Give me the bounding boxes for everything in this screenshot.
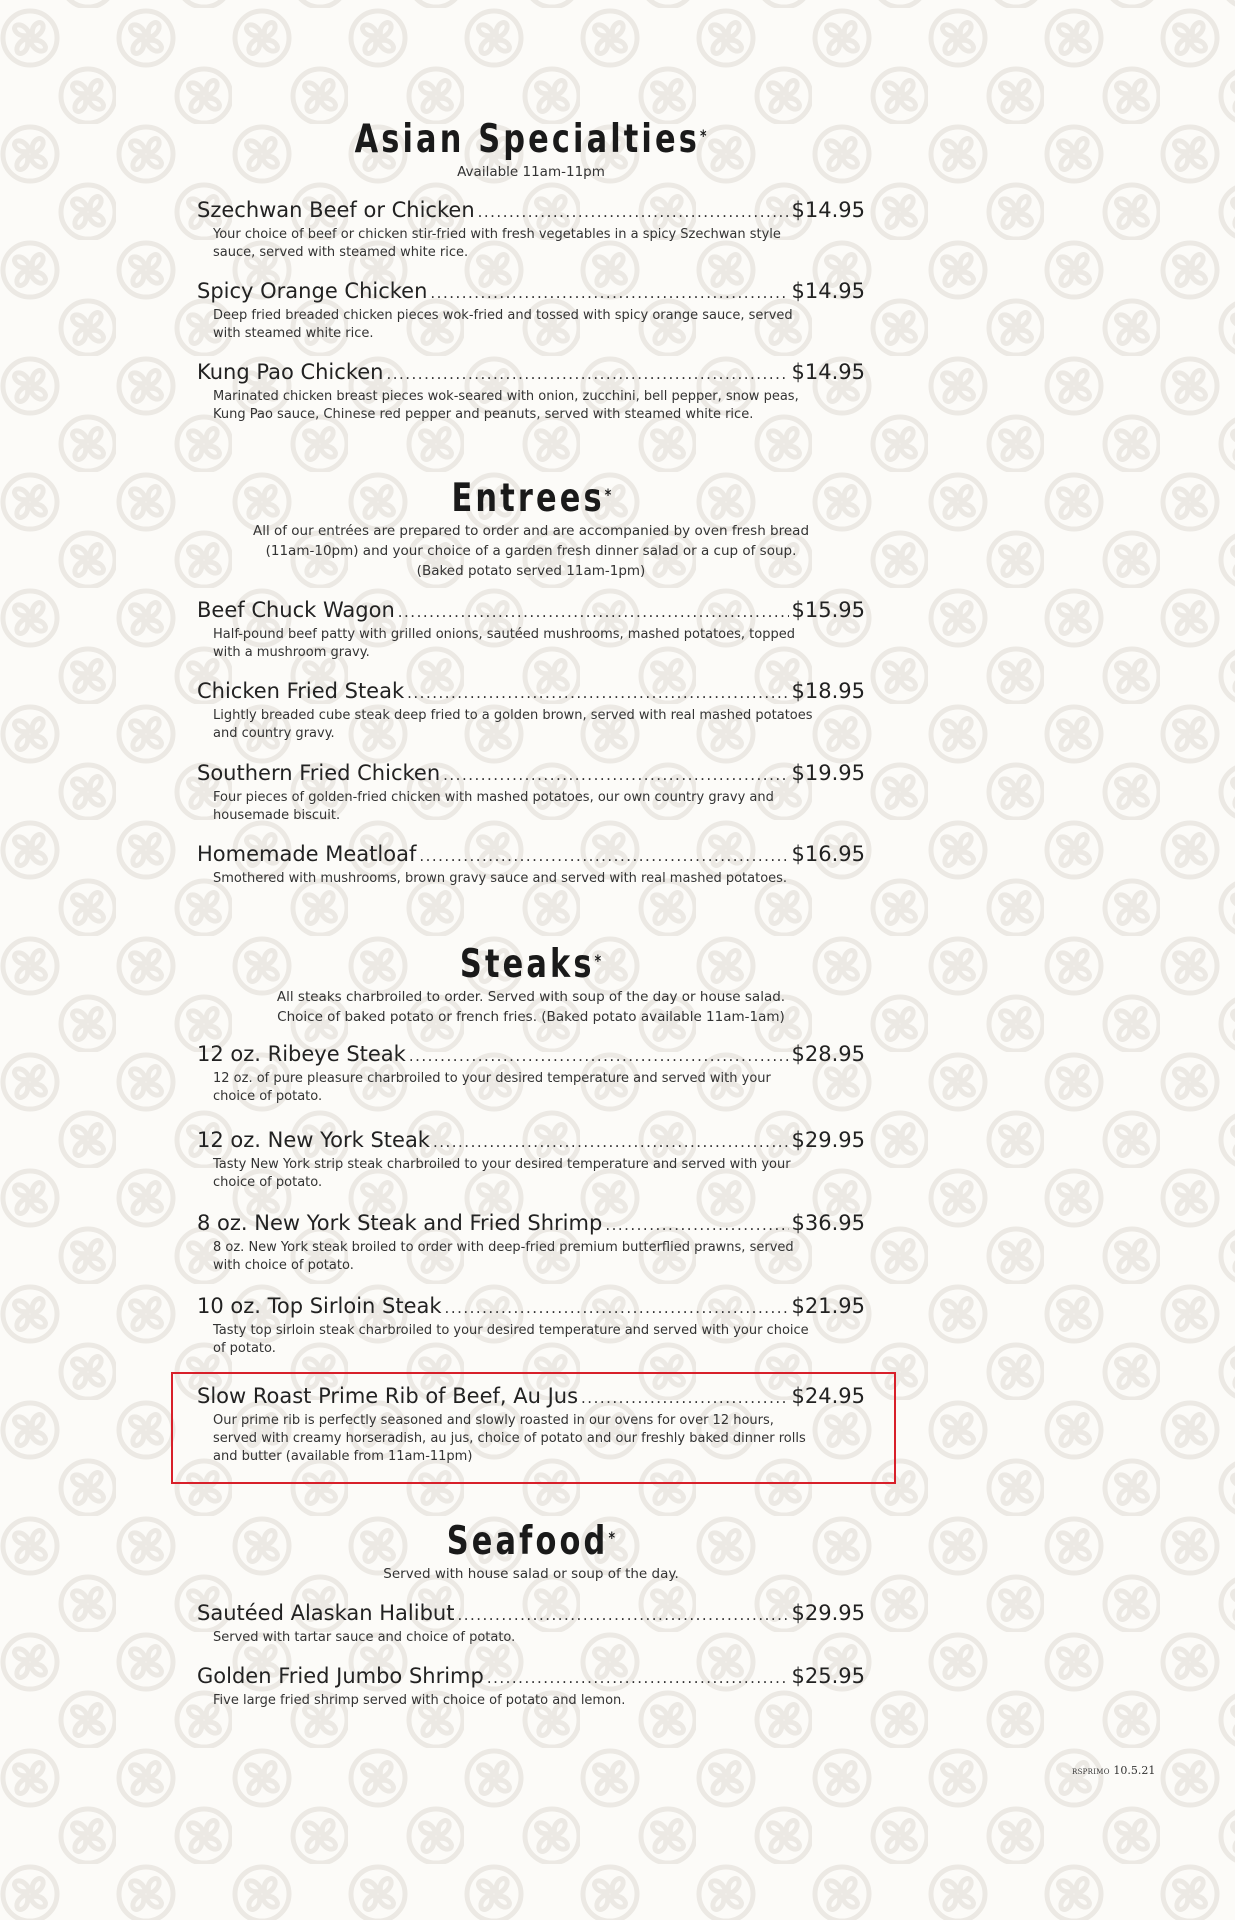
leader-dots — [445, 1295, 789, 1321]
item-description: Tasty top sirloin steak charbroiled to your desired temperature and served with your choice of potato. — [213, 1323, 809, 1356]
leader-dots — [419, 843, 788, 869]
item-description: Tasty New York strip steak charbroiled to your desired temperature and served with your choice of potato. — [213, 1157, 791, 1190]
section-seafood — [197, 1520, 865, 1584]
section-note: All steaks charbroiled to order. Served with soup of the day or house salad. — [276, 989, 786, 1005]
section-steaks — [197, 943, 865, 1027]
item-name: Golden Fried Jumbo Shrimp — [197, 1664, 484, 1688]
item-price: $28.95 — [791, 1042, 865, 1066]
item-price: $24.95 — [791, 1384, 865, 1408]
leader-dots — [386, 361, 788, 387]
item-description: 8 oz. New York steak broiled to order with deep-fried premium butterflied prawns, served with choice of potato. — [213, 1240, 794, 1273]
item-price: $29.95 — [791, 1601, 865, 1625]
item-price: $19.95 — [791, 761, 865, 785]
menu-item — [197, 1600, 865, 1647]
menu-item — [197, 597, 865, 662]
leader-dots — [407, 680, 788, 706]
leader-dots — [487, 1665, 789, 1691]
item-name: 12 oz. New York Steak — [197, 1128, 430, 1152]
footer-print-code — [1072, 1764, 1155, 1777]
section-note: (Baked potato served 11am-1pm) — [416, 563, 646, 579]
item-description: 12 oz. of pure pleasure charbroiled to your desired temperature and served with your choice of potato. — [213, 1071, 771, 1104]
menu-item — [197, 1041, 865, 1106]
menu-item — [197, 841, 865, 888]
item-price: $36.95 — [791, 1211, 865, 1235]
item-description: Served with tartar sauce and choice of potato. — [213, 1630, 516, 1645]
menu-item — [197, 359, 865, 424]
leader-dots — [478, 199, 789, 225]
item-description: Smothered with mushrooms, brown gravy sauce and served with real mashed potatoes. — [213, 871, 788, 886]
item-name: Beef Chuck Wagon — [197, 598, 395, 622]
menu-item — [197, 1293, 865, 1358]
leader-dots — [457, 1602, 788, 1628]
item-description: Four pieces of golden-fried chicken with mashed potatoes, our own country gravy and housemade biscuit. — [213, 790, 774, 823]
menu-item — [197, 1210, 865, 1275]
item-price: $16.95 — [791, 842, 865, 866]
item-price: $14.95 — [791, 360, 865, 384]
item-price: $18.95 — [791, 679, 865, 703]
item-description: Half-pound beef patty with grilled onions, sautéed mushrooms, mashed potatoes, topped with a mushroom gravy. — [213, 627, 795, 660]
leader-dots — [605, 1212, 788, 1238]
item-description: Lightly breaded cube steak deep fried to a golden brown, served with real mashed potatoes and country gravy. — [213, 708, 813, 741]
menu-item — [197, 1127, 865, 1192]
item-name: 8 oz. New York Steak and Fried Shrimp — [197, 1211, 603, 1235]
item-description: Deep fried breaded chicken pieces wok-fried and tossed with spicy orange sauce, served with steamed white rice. — [213, 308, 793, 341]
item-name: Szechwan Beef or Chicken — [197, 198, 475, 222]
item-name: Sautéed Alaskan Halibut — [197, 1601, 455, 1625]
menu-item — [197, 1663, 865, 1710]
featured-item-highlight — [171, 1372, 896, 1484]
item-name: Slow Roast Prime Rib of Beef, Au Jus — [197, 1384, 579, 1408]
leader-dots — [433, 1129, 789, 1155]
footer-date: 10.5.21 — [1113, 1764, 1156, 1777]
leader-dots — [409, 1043, 789, 1069]
leader-dots — [430, 280, 788, 306]
item-name: Kung Pao Chicken — [197, 360, 384, 384]
section-asian-specialties — [197, 118, 865, 182]
section-title: Entrees* — [451, 476, 611, 521]
item-name: Homemade Meatloaf — [197, 842, 417, 866]
menu-item — [197, 278, 865, 343]
section-note: Available 11am-11pm — [457, 164, 605, 180]
item-price: $14.95 — [791, 198, 865, 222]
leader-dots — [398, 599, 789, 625]
item-description: Marinated chicken breast pieces wok-seared with onion, zucchini, bell pepper, snow peas, Kung Pao sauce, Chinese red pepper and peanuts, served with steamed white rice. — [213, 389, 799, 422]
section-note: Choice of baked potato or french fries. (Baked potato available 11am-1am) — [277, 1009, 785, 1025]
item-price: $25.95 — [791, 1664, 865, 1688]
section-title: Asian Specialties* — [355, 117, 707, 162]
menu-item — [197, 678, 865, 743]
section-title: Steaks* — [460, 942, 602, 987]
section-note: Served with house salad or soup of the day. — [383, 1566, 679, 1582]
section-title: Seafood* — [446, 1519, 616, 1564]
footer-code: RSPRIMO — [1072, 1768, 1110, 1776]
section-note: (11am-10pm) and your choice of a garden fresh dinner salad or a cup of soup. — [265, 543, 797, 559]
leader-dots — [443, 762, 788, 788]
item-name: 10 oz. Top Sirloin Steak — [197, 1294, 442, 1318]
item-price: $21.95 — [791, 1294, 865, 1318]
item-name: Southern Fried Chicken — [197, 761, 441, 785]
item-price: $29.95 — [791, 1128, 865, 1152]
item-price: $14.95 — [791, 279, 865, 303]
section-entrees — [197, 477, 865, 581]
item-name: Spicy Orange Chicken — [197, 279, 428, 303]
item-name: Chicken Fried Steak — [197, 679, 405, 703]
item-description: Our prime rib is perfectly seasoned and slowly roasted in our ovens for over 12 hours, served with creamy horseradish, au jus, choice of potato and our freshly baked dinner rolls and butter (available from 11am-11pm) — [213, 1413, 806, 1464]
item-description: Five large fried shrimp served with choice of potato and lemon. — [213, 1693, 626, 1708]
section-note: All of our entrées are prepared to order and are accompanied by oven fresh bread — [252, 523, 810, 539]
item-price: $15.95 — [791, 598, 865, 622]
item-name: 12 oz. Ribeye Steak — [197, 1042, 406, 1066]
menu-item — [197, 197, 865, 262]
item-description: Your choice of beef or chicken stir-fried with fresh vegetables in a spicy Szechwan style sauce, served with steamed white rice. — [213, 227, 781, 260]
menu-item — [197, 760, 865, 825]
